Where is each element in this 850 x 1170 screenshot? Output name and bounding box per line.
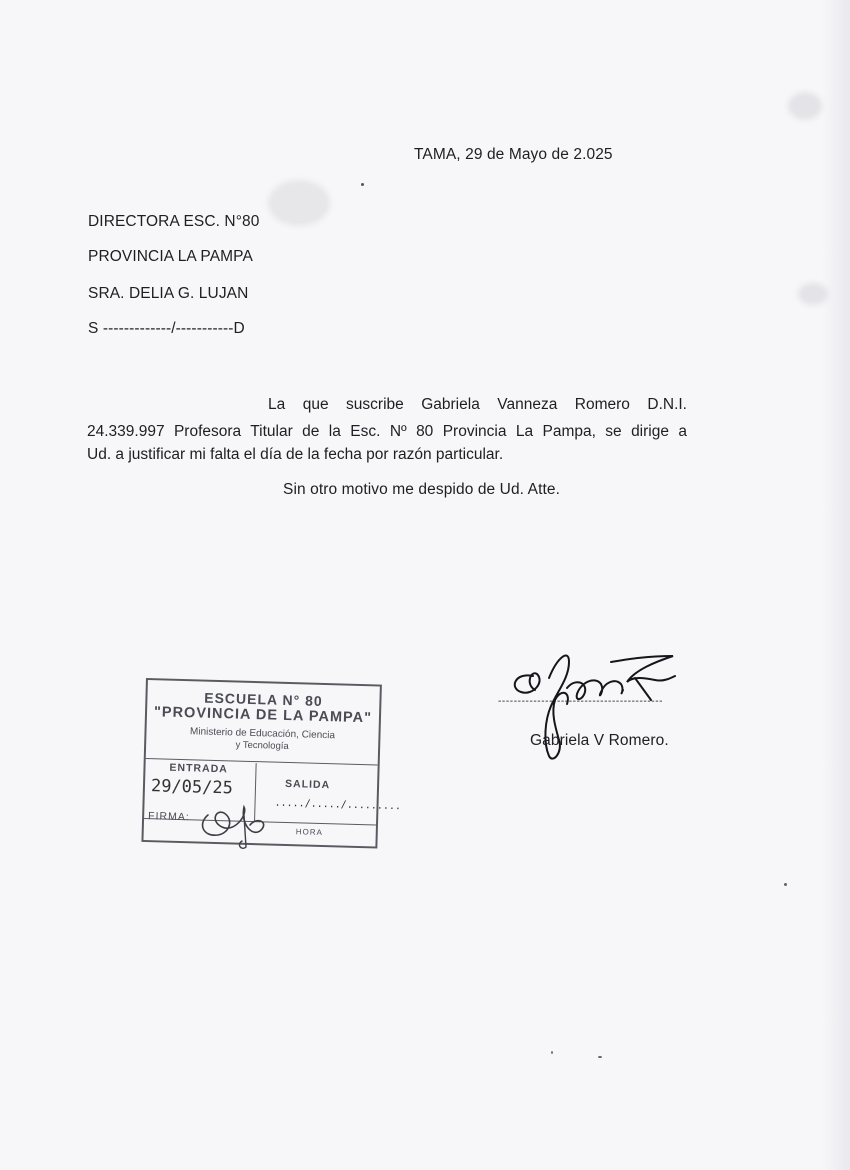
stamp-initials-scribble [196, 795, 286, 855]
scan-speck [551, 1051, 553, 1054]
scan-smudge [798, 283, 828, 305]
handwritten-signature [505, 648, 685, 768]
recipient-name: SRA. DELIA G. LUJAN [88, 285, 249, 302]
stamp-entrada-date: 29/05/25 [150, 776, 234, 799]
stamp-hora-label: HORA [295, 827, 324, 837]
scan-speck [784, 883, 787, 886]
stamp-firma-label: FIRMA: [147, 810, 190, 824]
scan-speck [598, 1056, 602, 1058]
date-line: TAMA, 29 de Mayo de 2.025 [414, 146, 613, 163]
recipient-salutation: S -------------/-----------D [88, 320, 245, 337]
body-line-3: Ud. a justificar mi falta el día de la fecha por razón particular. [87, 446, 504, 463]
stamp-ministry-line-1: Ministerio de Educación, Ciencia [189, 726, 336, 742]
stamp-province: "PROVINCIA DE LA PAMPA" [153, 704, 373, 727]
stamp-entrada-label: ENTRADA [169, 761, 228, 776]
stamp-school: ESCUELA N° 80 [204, 689, 323, 709]
scan-edge-shade [822, 0, 850, 1170]
closing-line: Sin otro motivo me despido de Ud. Atte. [283, 481, 561, 498]
stamp-salida-label: SALIDA [284, 777, 331, 792]
recipient-title: DIRECTORA ESC. N°80 [88, 213, 260, 230]
scan-smudge [268, 180, 330, 226]
stamp-ministry-line-2: y Tecnología [235, 739, 289, 753]
signature-name: Gabriela V Romero. [530, 732, 669, 749]
recipient-province: PROVINCIA LA PAMPA [88, 248, 253, 265]
signature-dash-line: ------------------------------------------ [498, 696, 664, 707]
scan-smudge [788, 92, 822, 120]
body-line-1: La que suscribe Gabriela Vanneza Romero D.N.I. [268, 396, 687, 413]
stamp-salida-date: ...../...../......... [274, 797, 402, 813]
scan-speck [361, 183, 364, 186]
body-line-2: 24.339.997 Profesora Titular de la Esc. Nº 80 Provincia La Pampa, se dirige a [87, 423, 687, 440]
